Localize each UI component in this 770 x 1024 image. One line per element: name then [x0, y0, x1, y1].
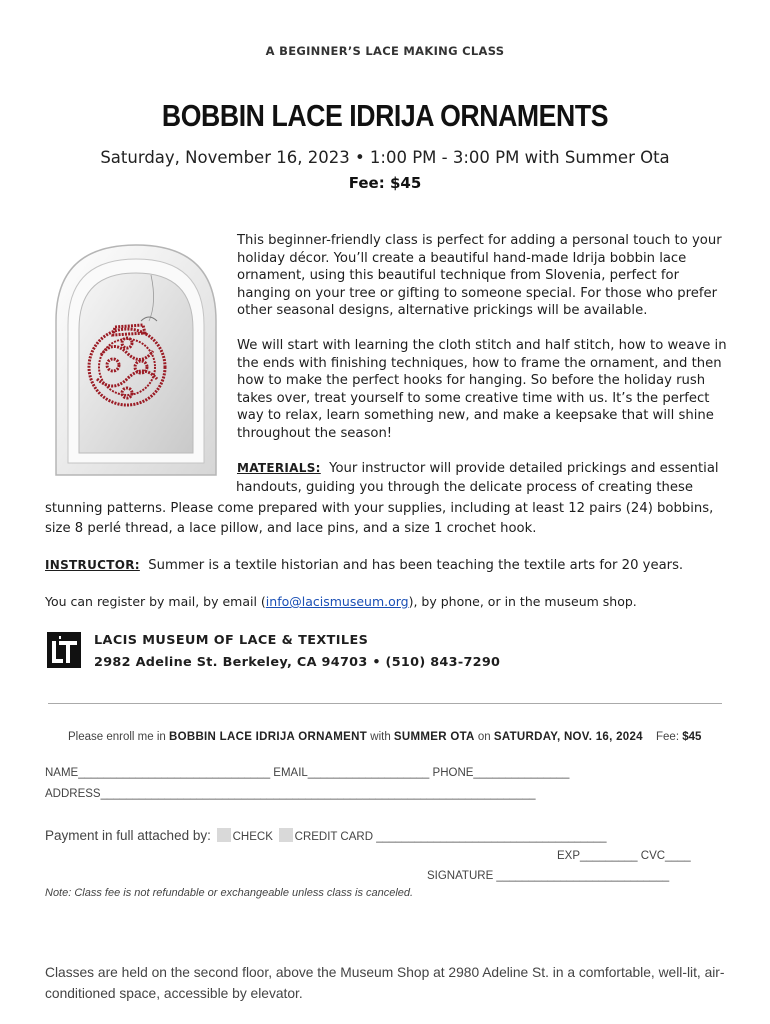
- footer-location-note: Classes are held on the second floor, above the Museum Shop at 2980 Adeline St. in a comfortable, well-lit, air-conditioned space, accessible by elevator.: [45, 965, 725, 1001]
- address-field[interactable]: ADDRESS____________________________________________________________________: [45, 788, 536, 800]
- materials-label: MATERIALS:: [237, 461, 321, 475]
- refund-note: Note: Class fee is not refundable or exchangeable unless class is canceled.: [45, 887, 414, 899]
- register-line: [45, 594, 745, 609]
- lace-ornament-image: [53, 243, 219, 477]
- materials-rest: stunning patterns. Please come prepared with your supplies, including at least 12 pairs (24) bobbins, size 8 perlé thread, a lace pillow, and lace pins, and a size 1 crochet hook.: [45, 501, 714, 536]
- enroll-instructor: SUMMER OTA: [393, 731, 475, 743]
- page-title: BOBBIN LACE IDRIJA ORNAMENTS: [161, 98, 609, 133]
- check-checkbox[interactable]: [217, 828, 231, 842]
- credit-card-field[interactable]: CREDIT CARD ____________________________________: [294, 831, 607, 843]
- enroll-fee-label: Fee:: [656, 731, 683, 743]
- exp-cvc-fields[interactable]: EXP_________ CVC____: [557, 850, 691, 862]
- enroll-fee-value: $45: [682, 731, 702, 743]
- enroll-date: SATURDAY, NOV. 16, 2024: [493, 731, 643, 743]
- class-fee: Fee: $45: [348, 174, 422, 192]
- signature-field[interactable]: SIGNATURE ___________________________: [427, 870, 670, 882]
- register-text-before: You can register by mail, by email (: [45, 594, 266, 609]
- check-label: CHECK: [232, 831, 273, 843]
- materials-line-2: handouts, guiding you through the delicate process of creating these: [236, 480, 693, 495]
- enroll-class: BOBBIN LACE IDRIJA ORNAMENT: [169, 731, 368, 743]
- credit-card-checkbox[interactable]: [279, 828, 293, 842]
- divider: [48, 703, 722, 704]
- enroll-line: [68, 731, 643, 743]
- instructor-line: [45, 555, 745, 576]
- enroll-with: with: [367, 731, 394, 743]
- class-date-time: Saturday, November 16, 2023 • 1:00 PM - 3:00 PM with Summer Ota: [100, 148, 670, 167]
- museum-name: LACIS MUSEUM OF LACE & TEXTILES: [94, 633, 369, 648]
- register-text-after: ), by phone, or in the museum shop.: [408, 594, 637, 609]
- materials-text-1: Your instructor will provide detailed prickings and essential: [329, 461, 719, 476]
- lacis-logo-icon: [47, 632, 81, 668]
- description-paragraph-2: We will start with learning the cloth stitch and half stitch, how to weave in the ends with finishing techniques, how to frame the ornament, and then how to make the perfect hooks for hanging. So before the holiday rush takes over, treat yourself to some creative time with us. It’s the perfect way to relax, learn something new, and make a keepsake that will shine throughout the season!: [237, 338, 727, 441]
- email-link[interactable]: info@lacismuseum.org: [265, 594, 409, 609]
- materials-line-1: [237, 458, 737, 479]
- description-paragraph-1: This beginner-friendly class is perfect for adding a personal touch to your holiday décor. You’ll create a beautiful hand-made Idrija bobbin lace ornament, using this beautiful technique from Slovenia, perfect for hanging on your tree or gifting to someone special. For those who prefer other seasonal designs, alternative prickings will be available.: [237, 233, 722, 319]
- payment-line: [45, 828, 606, 843]
- payment-label: Payment in full attached by:: [45, 828, 211, 843]
- instructor-text: Summer is a textile historian and has been teaching the textile arts for 20 years.: [148, 558, 684, 573]
- enroll-pre: Please enroll me in: [68, 731, 169, 743]
- enroll-on: on: [474, 731, 494, 743]
- instructor-label: INSTRUCTOR:: [45, 558, 140, 572]
- museum-address: 2982 Adeline St. Berkeley, CA 94703 • (510) 843-7290: [94, 655, 501, 670]
- name-email-phone-fields[interactable]: NAME______________________________ EMAIL___________________ PHONE_______________: [45, 767, 570, 779]
- enroll-fee: [656, 731, 701, 743]
- class-kicker: A BEGINNER’S LACE MAKING CLASS: [265, 44, 505, 58]
